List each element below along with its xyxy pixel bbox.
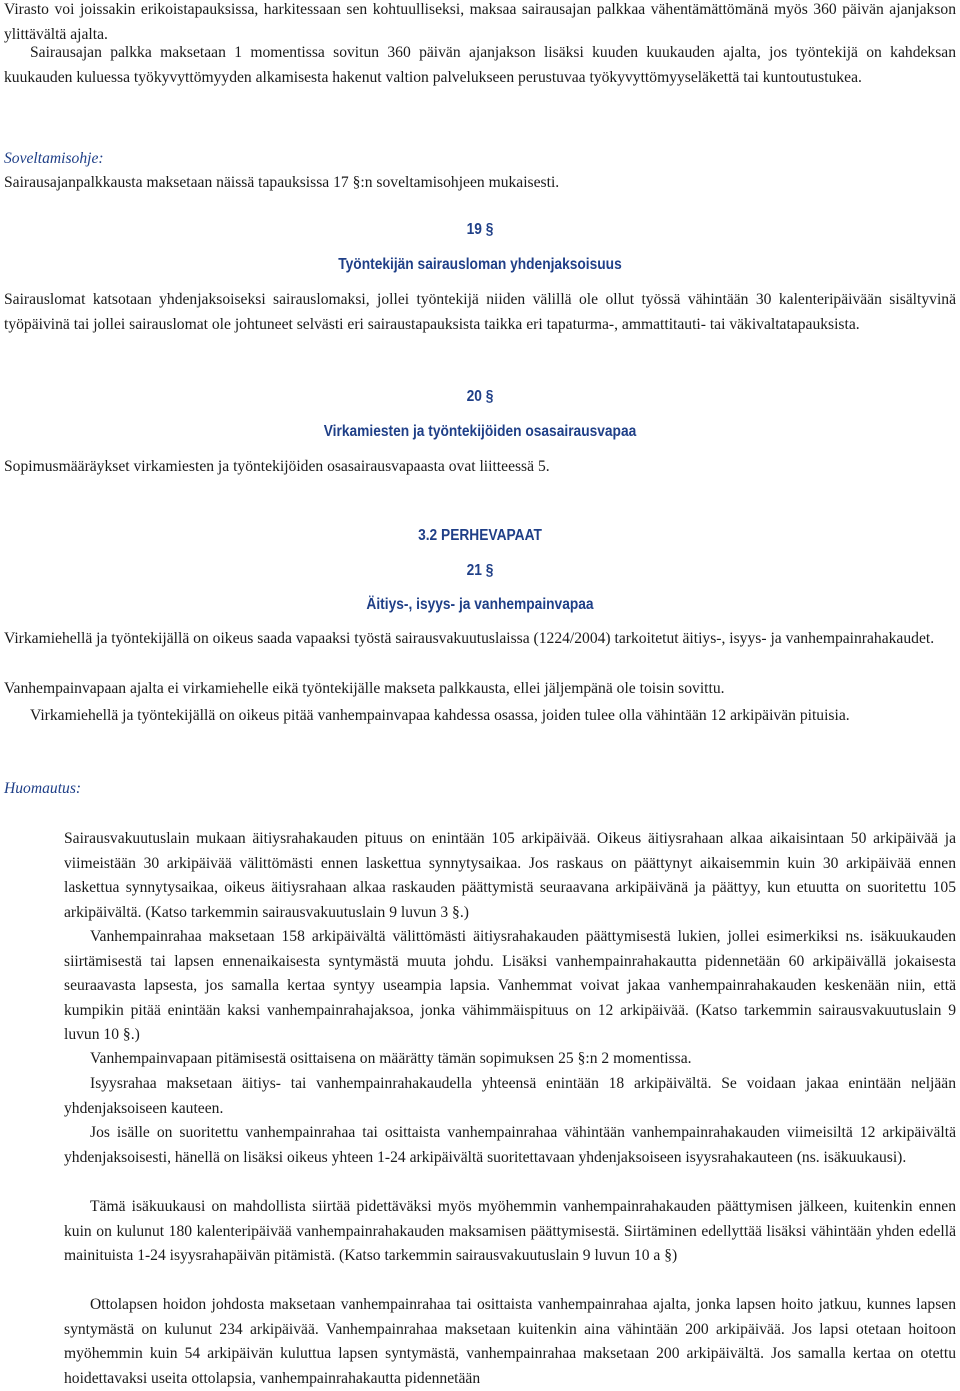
section-19-text: Sairauslomat katsotaan yhdenjaksoiseksi sairauslomaksi, jollei työntekijä niiden välillä ole ollut työssä vähintään 30 kalenteripäivään sisältyvinä työpäivinä tai jollei sairauslomat ole johtuneet selvästi eri sairaustapauksista taikka eri tapaturma-, ammattitauti- tai väkivaltatapauksista. xyxy=(4,291,956,333)
note-paragraph: Ottolapsen hoidon johdosta maksetaan vanhempainrahaa tai osittaista vanhempainrahaa ajalta, jonka lapsen hoito jatkuu, kunnes lapsen syntymästä on kulunut 234 arkipäivää. Vanhempainrahaa maksetaan kuitenkin aina vähintään 200 arkipäivää. Jos lapsi otetaan hoitoon myöhemmin kuin 54 arkipäivän kuluttua lapsen syntymästä, vanhempainrahaa maksetaan 200 arkipäivältä. Jos samalla kertaa on otettu hoidettavaksi useita ottolapsia, vanhempainrahakautta pidennetään xyxy=(64,1296,956,1387)
chapter-title: 3.2 PERHEVAPAAT xyxy=(418,527,542,544)
section-21-title: Äitiys-, isyys- ja vanhempainvapaa xyxy=(366,596,594,613)
paragraph-sick-pay-extension: Sairausajan palkka maksetaan 1 momentissa sovitun 360 päivän ajanjakson lisäksi kuuden kuukauden ajalta, jos työntekijä on kahdeksan kuukauden kuluessa työkyvyttömyyden alkamisesta hakenut valtion palvelukseen perustuvaa työkyvyttömyyseläkettä tai kuntoutustukea. xyxy=(4,44,956,86)
note-paragraph: Sairausvakuutuslain mukaan äitiysrahakauden pituus on enintään 105 arkipäivää. Oikeus äitiysrahaan alkaa aikaisintaan 50 arkipäivää ja viimeistään 30 arkipäivää välittömästi ennen laskettua synnytysaikaa. Jos raskaus on päättynyt aikaisemmin kuin 30 arkipäivää ennen laskettua synnytysaikaa, oikeus äitiysrahaan alkaa raskauden päättymistä seuraavana arkipäivänä ja päättyy, kun etuutta on suoritettu 105 arkipäivältä. (Katso tarkemmin sairausvakuutuslain 9 luvun 3 §.) xyxy=(64,830,956,921)
note-paragraph: Vanhempainvapaan pitämisestä osittaisena on määrätty tämän sopimuksen 25 §:n 2 momentissa. xyxy=(90,1050,692,1067)
section-21-paragraph-2: Vanhempainvapaan ajalta ei virkamiehelle eikä työntekijälle makseta palkkausta, ellei jäljempänä ole toisin sovittu. xyxy=(4,680,725,697)
section-20-text: Sopimusmääräykset virkamiesten ja työntekijöiden osasairausvapaasta ovat liitteessä 5. xyxy=(4,458,550,475)
section-20-number: 20 § xyxy=(466,388,494,405)
section-21-paragraph-3: Virkamiehellä ja työntekijällä on oikeus pitää vanhempainvapaa kahdessa osassa, joiden tulee olla vähintään 12 arkipäivän pituisia. xyxy=(30,707,850,724)
section-19-number: 19 § xyxy=(466,221,494,238)
guidance-text: Sairausajanpalkkausta maksetaan näissä tapauksissa 17 §:n soveltamisohjeen mukaisesti. xyxy=(4,174,560,191)
section-20-title: Virkamiesten ja työntekijöiden osasairausvapaa xyxy=(323,423,637,440)
note-paragraph: Tämä isäkuukausi on mahdollista siirtää pidettäväksi myös myöhemmin vanhempainrahakauden päättymisen jälkeen, kuitenkin ennen kuin on kulunut 180 kalenteripäivää vanhempainrahakauden maksamisen päättymisestä. Siirtäminen edellyttää lisäksi vähintään yhden edellä mainituista 1-24 isyysrahapäivän pitämistä. (Katso tarkemmin sairausvakuutuslain 9 luvun 10 a §) xyxy=(64,1198,956,1264)
note-label: Huomautus: xyxy=(4,780,82,797)
section-19-title: Työntekijän sairausloman yhdenjaksoisuus xyxy=(338,256,622,273)
section-21-paragraph-1: Virkamiehellä ja työntekijällä on oikeus saada vapaaksi työstä sairausvakuutuslaissa (1224/2004) tarkoitetut äitiys-, isyys- ja vanhempainrahakaudet. xyxy=(4,630,935,647)
guidance-label: Soveltamisohje: xyxy=(4,150,104,167)
note-paragraph: Isyysrahaa maksetaan äitiys- tai vanhempainrahakaudella yhteensä enintään 18 arkipäivältä. Se voidaan jakaa enintään neljään yhdenjaksoiseen kauteen. xyxy=(64,1075,956,1117)
paragraph-sick-pay-exceptions: Virasto voi joissakin erikoistapauksissa, harkitessaan sen kohtuulliseksi, maksaa sairausajan palkkaa vähentämättömänä myös 360 päivän ajanjakson ylittävältä ajalta. xyxy=(4,1,956,43)
note-paragraph: Jos isälle on suoritettu vanhempainrahaa tai osittaista vanhempainrahaa vähintään vanhempainrahakauden viimeisiltä 12 arkipäivältä yhdenjaksoisesti, hänellä on lisäksi oikeus yhteen 1-24 arkipäivältä suoritettavaan yhdenjaksoiseen isyysrahakauteen (ns. isäkuukausi). xyxy=(64,1124,956,1166)
note-paragraph: Vanhempainrahaa maksetaan 158 arkipäivältä välittömästi äitiysrahakauden päättymisestä lukien, jollei esimerkiksi ns. isäkuukauden siirtämisestä tai lapsen ennenaikaisesta syntymästä muuta johdu. Lisäksi vanhempainrahakautta pidennetään 60 arkipäivällä jokaisesta seuraavasta lapsesta, jos samalla kertaa syntyy useampia lapsia. Vanhemmat voivat jakaa vanhempainrahakauden keskenään niin, että kumpikin pitää enintään kaksi vanhempainrahajaksoa, jonka vähimmäispituus on 12 arkipäivää. (Katso tarkemmin sairausvakuutuslain 9 luvun 10 §.) xyxy=(64,928,956,1043)
section-21-number: 21 § xyxy=(466,562,494,579)
